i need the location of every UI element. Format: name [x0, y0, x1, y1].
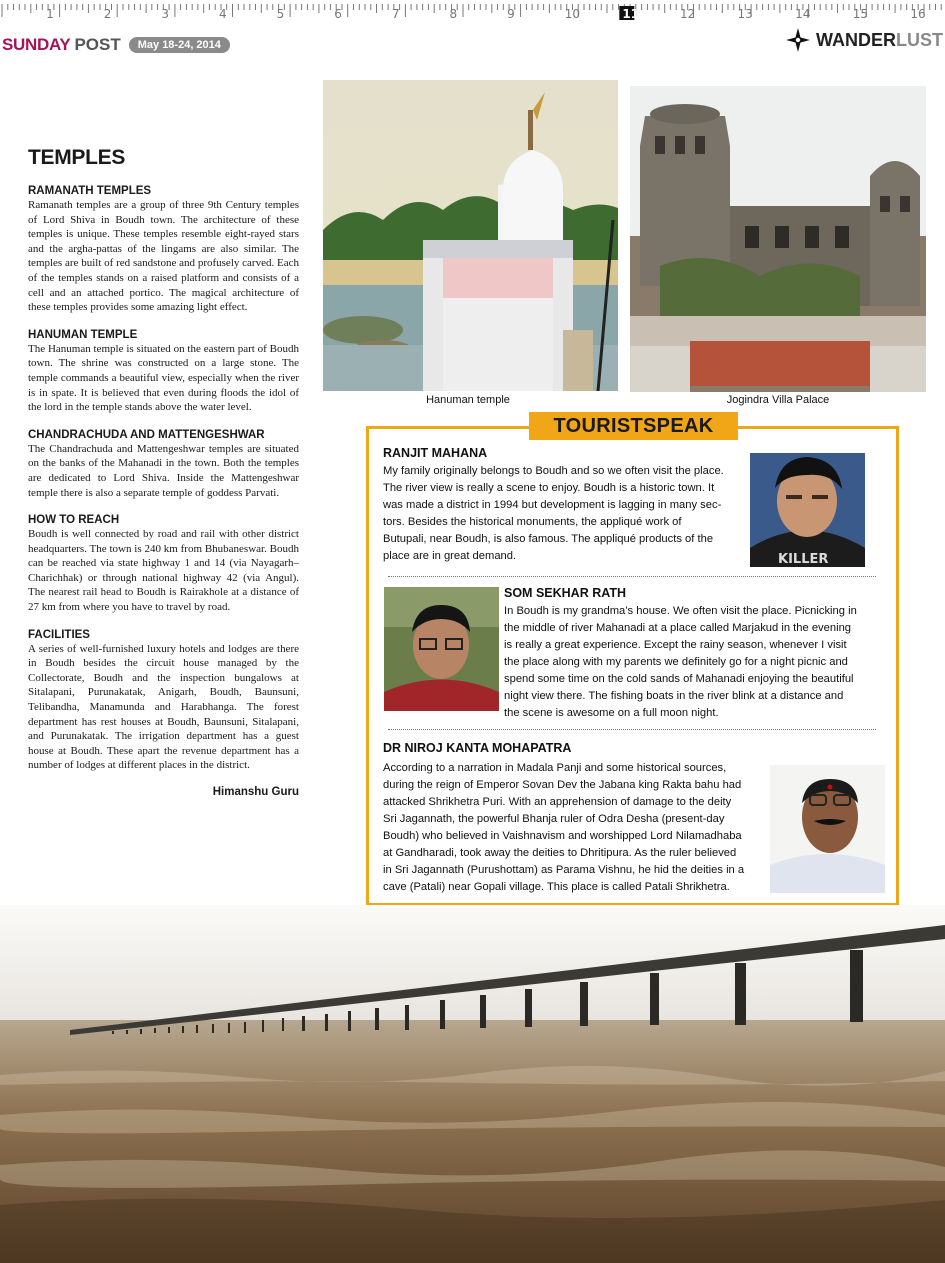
ruler-graphic — [0, 0, 945, 24]
entry-divider — [388, 729, 876, 730]
ruler-number: 7 — [391, 7, 400, 21]
mahanadi-bridge-photo — [0, 905, 945, 1263]
brand-post: POST — [74, 35, 121, 54]
article-section — [28, 328, 299, 415]
quote-line: was made a district in 1994 but development is lagging in many sec- — [383, 499, 722, 511]
article-section — [28, 428, 299, 500]
ruler-number: 14 — [795, 7, 811, 21]
tourist-name: SOM SEKHAR RATH — [504, 586, 626, 600]
quote-line: Boudh) who believed in Vaishnavism and worshipped Lord Nilamadhaba — [383, 830, 742, 842]
ruler-number: 15 — [852, 7, 869, 21]
tourist-name: DR NIROJ KANTA MOHAPATRA — [383, 741, 572, 755]
quote-line: in Sri Jagannath (Purushottam) as Parama Vishnu, he hid the deities in a — [383, 864, 745, 876]
tourist-portrait — [750, 453, 865, 567]
section-title: HOW TO REACH — [28, 514, 120, 527]
section-name-part2: LUST — [896, 29, 943, 50]
section-text: Ramanath temples are a group of three 9th Century temples of Lord Shiva in Boudh town. The architecture of these temples is unique. These temples resemble eight-rayed stars and the argha-pattas of the lingams are also similar. The temples are built of red sandstone and profusely carved. Each of the temples stands on a raised platform and consists of a cell and an attached portico. The magical architecture of these temples provides some amazing light effect. — [28, 199, 299, 314]
quote-line: the place along with my parents we definitely go for a night picnic and — [504, 656, 848, 668]
ruler-number: 11 — [622, 7, 640, 21]
article-section — [28, 628, 299, 773]
quote-line: The river view is really a scene to enjoy. Boudh is a historic town. It — [383, 482, 715, 494]
quote-line: at Gandharadi, took away the deities to Dhritipura. As the ruler believed — [383, 847, 737, 859]
hanuman-temple-photo — [323, 80, 618, 391]
quote-line: According to a narration in Madala Panji and some historical sources, — [383, 762, 727, 774]
section-name-part1: WANDER — [816, 29, 896, 50]
compass-star-icon — [786, 28, 810, 52]
article-section — [28, 184, 299, 315]
entry-divider — [388, 576, 876, 577]
quote-line: Sri Jagannath, the powerful Bhanja ruler of Odra Desha (present-day — [383, 813, 725, 825]
ruler-number: 3 — [161, 7, 169, 21]
author-byline: Himanshu Guru — [212, 786, 299, 798]
quote-line: Butupali, near Boudh, is also famous. The appliqué products of the — [383, 533, 714, 545]
quote-line: during the reign of Emperor Sovan Dev the Jabana king Rakta bahu had — [383, 779, 742, 791]
quote-line: the middle of river Mahanadi at a place called Marjakud in the evening — [504, 622, 852, 634]
tourist-quote — [383, 760, 768, 896]
ruler-number: 10 — [564, 7, 580, 21]
section-title: RAMANATH TEMPLES — [28, 185, 152, 197]
photo-caption: Jogindra Villa Palace — [726, 394, 830, 406]
quote-line: night view there. The fishing boats in the river blink at a distance and — [504, 690, 844, 702]
quote-line: spend some time on the cold sands of Mahanadi enjoying the beautiful — [504, 673, 854, 685]
ruler-number: 9 — [507, 7, 515, 21]
issue-date-badge: May 18-24, 2014 — [129, 37, 230, 53]
tourist-portrait — [770, 765, 885, 893]
ruler-number: 8 — [449, 7, 458, 21]
masthead — [2, 34, 230, 56]
section-title: CHANDRACHUDA AND MATTENGESHWAR — [28, 428, 265, 441]
quote-line: My family originally belongs to Boudh and so we often visit the place. — [383, 465, 724, 477]
section-label — [786, 28, 943, 52]
quote-line: attacked Shrikhetra Puri. With an apprehension of damage to the deity — [383, 796, 732, 808]
section-text: The Hanuman temple is situated on the eastern part of Boudh town. The shrine was constructed on a large stone. The temple commands a beautiful view, especially when the river is in spate. It is believed that even during floods the idol of the lord in the temple stands above the water level. — [28, 342, 299, 414]
ruler-number: 16 — [910, 7, 926, 21]
section-title: FACILITIES — [28, 628, 90, 641]
jogindra-villa-palace-photo — [630, 86, 926, 392]
ruler-number: 2 — [103, 7, 112, 21]
ruler-number: 6 — [334, 7, 342, 21]
section-title: HANUMAN TEMPLE — [28, 328, 138, 341]
ruler-number: 1 — [46, 7, 54, 21]
tourist-portrait — [384, 587, 499, 711]
quote-line: the scene is awesome on a full moon night. — [504, 707, 719, 719]
ruler-number: 13 — [737, 7, 753, 21]
quote-line: tors. Besides the historical monuments, the appliqué work of — [383, 516, 682, 528]
article-column — [28, 146, 299, 798]
section-text: Boudh is well connected by road and rail with other district headquarters. The town is 240 km from Bhubaneswar. Boudh can be reached via state highway 1 and 14 (via Nayagarh–Charichhak) or through national highway 42 (via Angul). The nearest rail head to Boudh is Rairakhole at a distance of 27 km from where you have to travel by road. — [28, 528, 299, 614]
ruler-number: 5 — [276, 7, 285, 21]
tourist-quote — [504, 603, 889, 722]
ruler-number: 12 — [679, 7, 696, 21]
section-text: A series of well-furnished luxury hotels and lodges are there in Boudh besides the circuit house managed by the Collectorate, Boudh and the inspection bungalows at Sitalapani, Purunakatak, Anigarh, Boudh, Baunsuni, Telibandha, Manamunda and Harabhanga. The forest department has rest houses at Boudh, Baunsuni, Sitalapani, and Purunakatak. The irrigation department has a guest house at Boudh. These apart the revenue department has a number of lodges at different places in the district. — [28, 642, 299, 772]
brand-sunday: SUNDAY — [2, 35, 71, 54]
quote-line: is really a great experience. Except the rainy season, whenever I visit — [504, 639, 847, 651]
tourist-quote — [383, 463, 753, 565]
quote-line: place are in great demand. — [383, 550, 517, 562]
portrait-shirt-text: KILLER — [778, 552, 829, 567]
tourist-name: RANJIT MAHANA — [383, 446, 488, 460]
page-ruler — [0, 0, 945, 24]
quote-line: In Boudh is my grandma’s house. We often visit the place. Picnicking in — [504, 605, 857, 617]
touristspeak-title: TOURISTSPEAK — [529, 412, 738, 440]
ruler-number: 4 — [218, 7, 227, 21]
article-heading: TEMPLES — [28, 146, 126, 169]
brand-logo — [2, 35, 121, 55]
photo-caption: Hanuman temple — [426, 394, 510, 406]
article-section — [28, 513, 299, 615]
section-text: The Chandrachuda and Mattengeshwar temples are situated on the banks of the Mahanadi in the town. Both the temples are dedicated to Lord Shiva. Inside the Mattengeshwar temple there is also a separate temple of goddess Parvati. — [28, 442, 299, 499]
quote-line: cave (Patali) near Gopali village. This place is called Patali Shrikhetra. — [383, 881, 730, 893]
